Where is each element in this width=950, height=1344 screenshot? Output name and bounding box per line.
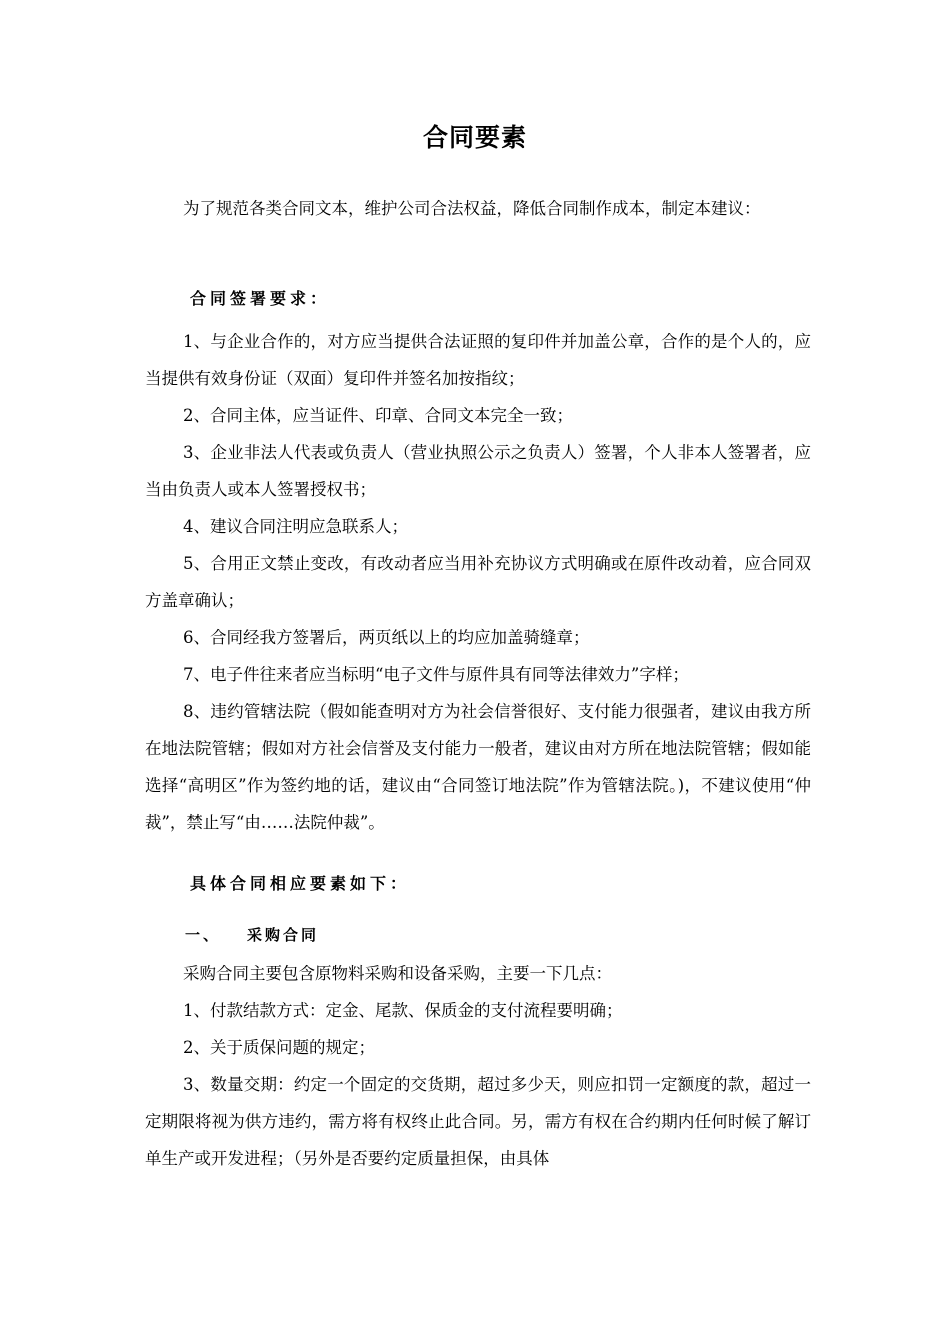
- purchase-intro: 采购合同主要包含原物料采购和设备采购，主要一下几点：: [183, 964, 612, 983]
- list-item: 2、关于质保问题的规定；: [183, 1038, 375, 1057]
- section-signing-requirements: [145, 280, 811, 317]
- subsection-title: 采购合同: [247, 926, 320, 944]
- section-contract-elements: [145, 865, 811, 902]
- intro-block: [145, 190, 811, 227]
- subsection-heading: [145, 917, 811, 954]
- list-item: 8、违约管辖法院（假如能查明对方为社会信誉很好、支付能力很强者，建议由我方所在地法院管辖；假如对方社会信誉及支付能力一般者，建议由对方所在地法院管辖；假如能选择“高明区”作为签约地的话，建议由“合同签订地法院”作为管辖法院。)，不建议使用“仲裁”，禁止写“由……法院仲裁”。: [145, 702, 811, 832]
- list-item: 6、合同经我方签署后，两页纸以上的均应加盖骑缝章；: [183, 628, 590, 647]
- purchase-contract-list: [145, 955, 811, 1177]
- list-item: 5、合用正文禁止变改，有改动者应当用补充协议方式明确或在原件改动着，应合同双方盖章确认；: [145, 554, 811, 610]
- section-heading-signing: 合同签署要求：: [190, 289, 331, 308]
- subsection-purchase-contract: [145, 917, 811, 954]
- list-item: 2、合同主体，应当证件、印章、合同文本完全一致；: [183, 406, 573, 425]
- section-heading-elements: 具体合同相应要素如下：: [190, 874, 411, 893]
- list-item: 3、企业非法人代表或负责人（营业执照公示之负责人）签署，个人非本人签署者，应当由负责人或本人签署授权书；: [145, 443, 811, 499]
- subsection-number: 一、: [185, 926, 222, 944]
- document-title: 合同要素: [422, 123, 527, 152]
- list-item: 3、数量交期：约定一个固定的交货期，超过多少天，则应扣罚一定额度的款，超过一定期限将视为供方违约，需方将有权终止此合同。另，需方有权在合约期内任何时候了解订单生产或开发进程；（另外是否要约定质量担保，由具体: [145, 1075, 811, 1168]
- list-item: 1、与企业合作的，对方应当提供合法证照的复印件并加盖公章，合作的是个人的，应当提供有效身份证（双面）复印件并签名加按指纹；: [145, 332, 811, 388]
- signing-requirements-list: [145, 323, 811, 841]
- list-item: 4、建议合同注明应急联系人；: [183, 517, 408, 536]
- intro-paragraph: 为了规范各类合同文本，维护公司合法权益，降低合同制作成本，制定本建议：: [183, 199, 761, 218]
- list-item: 7、电子件往来者应当标明“电子文件与原件具有同等法律效力”字样；: [183, 665, 689, 684]
- list-item: 1、付款结款方式：定金、尾款、保质金的支付流程要明确；: [183, 1001, 623, 1020]
